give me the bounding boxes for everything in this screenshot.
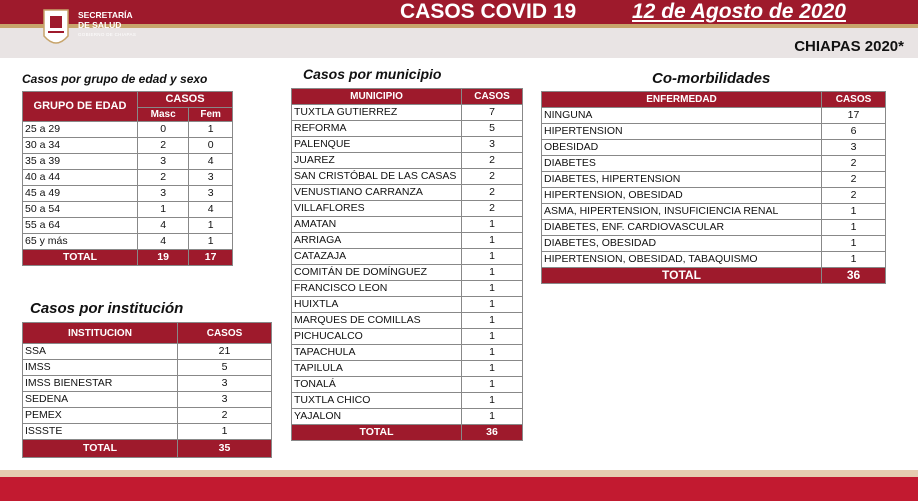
cases-cell: 2 bbox=[462, 185, 523, 201]
col-institution: INSTITUCION bbox=[23, 323, 178, 344]
municipality-rows bbox=[292, 105, 523, 425]
municipality-cell: HUIXTLA bbox=[292, 297, 462, 313]
table-row bbox=[23, 154, 233, 170]
disease-cell: DIABETES, OBESIDAD bbox=[542, 236, 822, 252]
mun-total-label: TOTAL bbox=[292, 425, 462, 441]
cases-cell: 5 bbox=[462, 121, 523, 137]
institution-title: Casos por institución bbox=[30, 300, 184, 317]
table-row bbox=[23, 186, 233, 202]
cases-cell: 1 bbox=[462, 265, 523, 281]
masc-cell: 2 bbox=[138, 138, 189, 154]
disease-cell: ASMA, HIPERTENSION, INSUFICIENCIA RENAL bbox=[542, 204, 822, 220]
table-row bbox=[23, 424, 272, 440]
cases-cell: 2 bbox=[462, 153, 523, 169]
municipality-cell: PICHUCALCO bbox=[292, 329, 462, 345]
table-row bbox=[542, 156, 886, 172]
table-row bbox=[292, 361, 523, 377]
cases-cell: 1 bbox=[822, 204, 886, 220]
fem-cell: 1 bbox=[189, 234, 233, 250]
comorb-total-label: TOTAL bbox=[542, 268, 822, 284]
disease-cell: HIPERTENSION bbox=[542, 124, 822, 140]
cases-cell: 7 bbox=[462, 105, 523, 121]
disease-cell: HIPERTENSION, OBESIDAD, TABAQUISMO bbox=[542, 252, 822, 268]
inst-total: 35 bbox=[178, 440, 272, 458]
table-row bbox=[23, 218, 233, 234]
disease-cell: DIABETES, HIPERTENSION bbox=[542, 172, 822, 188]
cases-cell: 3 bbox=[462, 137, 523, 153]
cases-cell: 2 bbox=[822, 188, 886, 204]
table-row bbox=[23, 170, 233, 186]
municipality-cell: PALENQUE bbox=[292, 137, 462, 153]
age-group-cell: 65 y más bbox=[23, 234, 138, 250]
total-label: TOTAL bbox=[23, 250, 138, 266]
table-row bbox=[292, 329, 523, 345]
cases-cell: 1 bbox=[462, 297, 523, 313]
table-row bbox=[292, 137, 523, 153]
table-row bbox=[23, 344, 272, 360]
org-line-3: GOBIERNO DE CHIAPAS bbox=[78, 32, 137, 37]
disease-cell: OBESIDAD bbox=[542, 140, 822, 156]
institution-cell: IMSS bbox=[23, 360, 178, 376]
disease-cell: NINGUNA bbox=[542, 108, 822, 124]
institution-cell: PEMEX bbox=[23, 408, 178, 424]
table-row bbox=[292, 249, 523, 265]
table-row bbox=[542, 172, 886, 188]
municipality-cell: ARRIAGA bbox=[292, 233, 462, 249]
age-sex-table bbox=[22, 91, 233, 266]
footer-band bbox=[0, 477, 918, 501]
masc-cell: 4 bbox=[138, 218, 189, 234]
col-municipality: MUNICIPIO bbox=[292, 89, 462, 105]
cases-cell: 1 bbox=[462, 345, 523, 361]
table-row bbox=[542, 108, 886, 124]
institution-cell: SSA bbox=[23, 344, 178, 360]
table-row bbox=[542, 140, 886, 156]
col-inst-cases: CASOS bbox=[178, 323, 272, 344]
cases-cell: 1 bbox=[462, 313, 523, 329]
table-row bbox=[23, 122, 233, 138]
report-date: 12 de Agosto de 2020 bbox=[632, 0, 846, 23]
cases-cell: 2 bbox=[822, 156, 886, 172]
region-subtitle: CHIAPAS 2020* bbox=[794, 38, 904, 55]
age-group-cell: 30 a 34 bbox=[23, 138, 138, 154]
mun-total: 36 bbox=[462, 425, 523, 441]
cases-cell: 1 bbox=[822, 220, 886, 236]
municipality-cell: YAJALON bbox=[292, 409, 462, 425]
table-row bbox=[292, 233, 523, 249]
table-row bbox=[23, 202, 233, 218]
municipality-cell: REFORMA bbox=[292, 121, 462, 137]
table-row bbox=[23, 376, 272, 392]
cases-cell: 6 bbox=[822, 124, 886, 140]
municipality-cell: CATAZAJA bbox=[292, 249, 462, 265]
cases-cell: 1 bbox=[462, 233, 523, 249]
cases-cell: 1 bbox=[462, 281, 523, 297]
age-group-cell: 45 a 49 bbox=[23, 186, 138, 202]
col-age-group: GRUPO DE EDAD bbox=[23, 92, 138, 122]
table-row bbox=[292, 297, 523, 313]
col-fem: Fem bbox=[189, 108, 233, 122]
municipality-cell: TAPACHULA bbox=[292, 345, 462, 361]
table-row bbox=[23, 360, 272, 376]
table-row bbox=[292, 217, 523, 233]
masc-cell: 0 bbox=[138, 122, 189, 138]
municipality-cell: VILLAFLORES bbox=[292, 201, 462, 217]
table-row bbox=[23, 392, 272, 408]
fem-cell: 0 bbox=[189, 138, 233, 154]
comorbidities-title: Co-morbilidades bbox=[652, 70, 771, 87]
inst-total-label: TOTAL bbox=[23, 440, 178, 458]
cases-cell: 2 bbox=[822, 172, 886, 188]
cases-cell: 1 bbox=[822, 236, 886, 252]
coat-of-arms-icon bbox=[40, 6, 72, 52]
institution-cell: SEDENA bbox=[23, 392, 178, 408]
municipality-total-row bbox=[292, 425, 523, 441]
masc-cell: 4 bbox=[138, 234, 189, 250]
age-sex-title: Casos por grupo de edad y sexo bbox=[22, 72, 208, 86]
col-cases: CASOS bbox=[138, 92, 233, 108]
col-disease-cases: CASOS bbox=[822, 92, 886, 108]
age-group-cell: 40 a 44 bbox=[23, 170, 138, 186]
table-row bbox=[292, 281, 523, 297]
institution-cell: IMSS BIENESTAR bbox=[23, 376, 178, 392]
title-text: CASOS COVID 19 bbox=[400, 0, 577, 23]
masc-cell: 2 bbox=[138, 170, 189, 186]
municipality-cell: MARQUES DE COMILLAS bbox=[292, 313, 462, 329]
total-masc: 19 bbox=[138, 250, 189, 266]
org-line-2: DE SALUD bbox=[78, 20, 122, 30]
table-row bbox=[292, 313, 523, 329]
municipality-cell: JUAREZ bbox=[292, 153, 462, 169]
cases-cell: 1 bbox=[462, 377, 523, 393]
disease-cell: DIABETES bbox=[542, 156, 822, 172]
table-row bbox=[292, 345, 523, 361]
municipality-title: Casos por municipio bbox=[303, 66, 442, 82]
cases-cell: 1 bbox=[462, 393, 523, 409]
institution-total-row bbox=[23, 440, 272, 458]
cases-cell: 3 bbox=[178, 392, 272, 408]
municipality-cell: TUXTLA GUTIERREZ bbox=[292, 105, 462, 121]
cases-cell: 1 bbox=[462, 409, 523, 425]
cases-cell: 1 bbox=[822, 252, 886, 268]
col-disease: ENFERMEDAD bbox=[542, 92, 822, 108]
table-row bbox=[23, 234, 233, 250]
cases-cell: 3 bbox=[178, 376, 272, 392]
masc-cell: 3 bbox=[138, 154, 189, 170]
table-row bbox=[542, 124, 886, 140]
table-row bbox=[292, 169, 523, 185]
fem-cell: 3 bbox=[189, 170, 233, 186]
table-row bbox=[292, 121, 523, 137]
table-row bbox=[292, 409, 523, 425]
age-total-row bbox=[23, 250, 233, 266]
cases-cell: 1 bbox=[462, 361, 523, 377]
comorbidity-total-row bbox=[542, 268, 886, 284]
age-group-cell: 55 a 64 bbox=[23, 218, 138, 234]
table-row bbox=[23, 408, 272, 424]
cases-cell: 1 bbox=[462, 217, 523, 233]
cases-cell: 1 bbox=[462, 329, 523, 345]
municipality-cell: AMATAN bbox=[292, 217, 462, 233]
cases-cell: 17 bbox=[822, 108, 886, 124]
fem-cell: 4 bbox=[189, 202, 233, 218]
org-logo-text bbox=[78, 10, 136, 40]
cases-cell: 1 bbox=[178, 424, 272, 440]
table-row bbox=[292, 185, 523, 201]
municipality-cell: VENUSTIANO CARRANZA bbox=[292, 185, 462, 201]
table-row bbox=[542, 220, 886, 236]
total-fem: 17 bbox=[189, 250, 233, 266]
municipality-cell: TAPILULA bbox=[292, 361, 462, 377]
cases-cell: 2 bbox=[462, 201, 523, 217]
cases-cell: 1 bbox=[462, 249, 523, 265]
table-row bbox=[292, 201, 523, 217]
table-row bbox=[292, 393, 523, 409]
municipality-table bbox=[291, 88, 523, 441]
disease-cell: DIABETES, ENF. CARDIOVASCULAR bbox=[542, 220, 822, 236]
cases-cell: 21 bbox=[178, 344, 272, 360]
municipality-cell: TONALÁ bbox=[292, 377, 462, 393]
header-banner bbox=[0, 0, 918, 58]
age-group-cell: 35 a 39 bbox=[23, 154, 138, 170]
municipality-cell: FRANCISCO LEON bbox=[292, 281, 462, 297]
municipality-cell: SAN CRISTÓBAL DE LAS CASAS bbox=[292, 169, 462, 185]
header-band bbox=[0, 28, 918, 58]
institution-cell: ISSSTE bbox=[23, 424, 178, 440]
age-rows bbox=[23, 122, 233, 250]
cases-cell: 2 bbox=[462, 169, 523, 185]
fem-cell: 4 bbox=[189, 154, 233, 170]
municipality-cell: COMITÁN DE DOMÍNGUEZ bbox=[292, 265, 462, 281]
age-group-cell: 25 a 29 bbox=[23, 122, 138, 138]
comorb-total: 36 bbox=[822, 268, 886, 284]
masc-cell: 1 bbox=[138, 202, 189, 218]
fem-cell: 3 bbox=[189, 186, 233, 202]
col-masc: Masc bbox=[138, 108, 189, 122]
municipality-cell: TUXTLA CHICO bbox=[292, 393, 462, 409]
comorbidities-table bbox=[541, 91, 886, 284]
table-row bbox=[23, 138, 233, 154]
comorbidity-rows bbox=[542, 108, 886, 268]
page-title bbox=[400, 0, 846, 24]
table-row bbox=[292, 265, 523, 281]
table-row bbox=[542, 204, 886, 220]
masc-cell: 3 bbox=[138, 186, 189, 202]
fem-cell: 1 bbox=[189, 122, 233, 138]
institution-rows bbox=[23, 344, 272, 440]
table-row bbox=[292, 377, 523, 393]
table-row bbox=[542, 188, 886, 204]
table-row bbox=[292, 153, 523, 169]
fem-cell: 1 bbox=[189, 218, 233, 234]
cases-cell: 5 bbox=[178, 360, 272, 376]
table-row bbox=[292, 105, 523, 121]
col-mun-cases: CASOS bbox=[462, 89, 523, 105]
table-row bbox=[542, 236, 886, 252]
institution-table bbox=[22, 322, 272, 458]
org-line-1: SECRETARÍA bbox=[78, 10, 133, 20]
disease-cell: HIPERTENSION, OBESIDAD bbox=[542, 188, 822, 204]
table-row bbox=[542, 252, 886, 268]
footer-accent-line bbox=[0, 470, 918, 477]
cases-cell: 2 bbox=[178, 408, 272, 424]
cases-cell: 3 bbox=[822, 140, 886, 156]
age-group-cell: 50 a 54 bbox=[23, 202, 138, 218]
